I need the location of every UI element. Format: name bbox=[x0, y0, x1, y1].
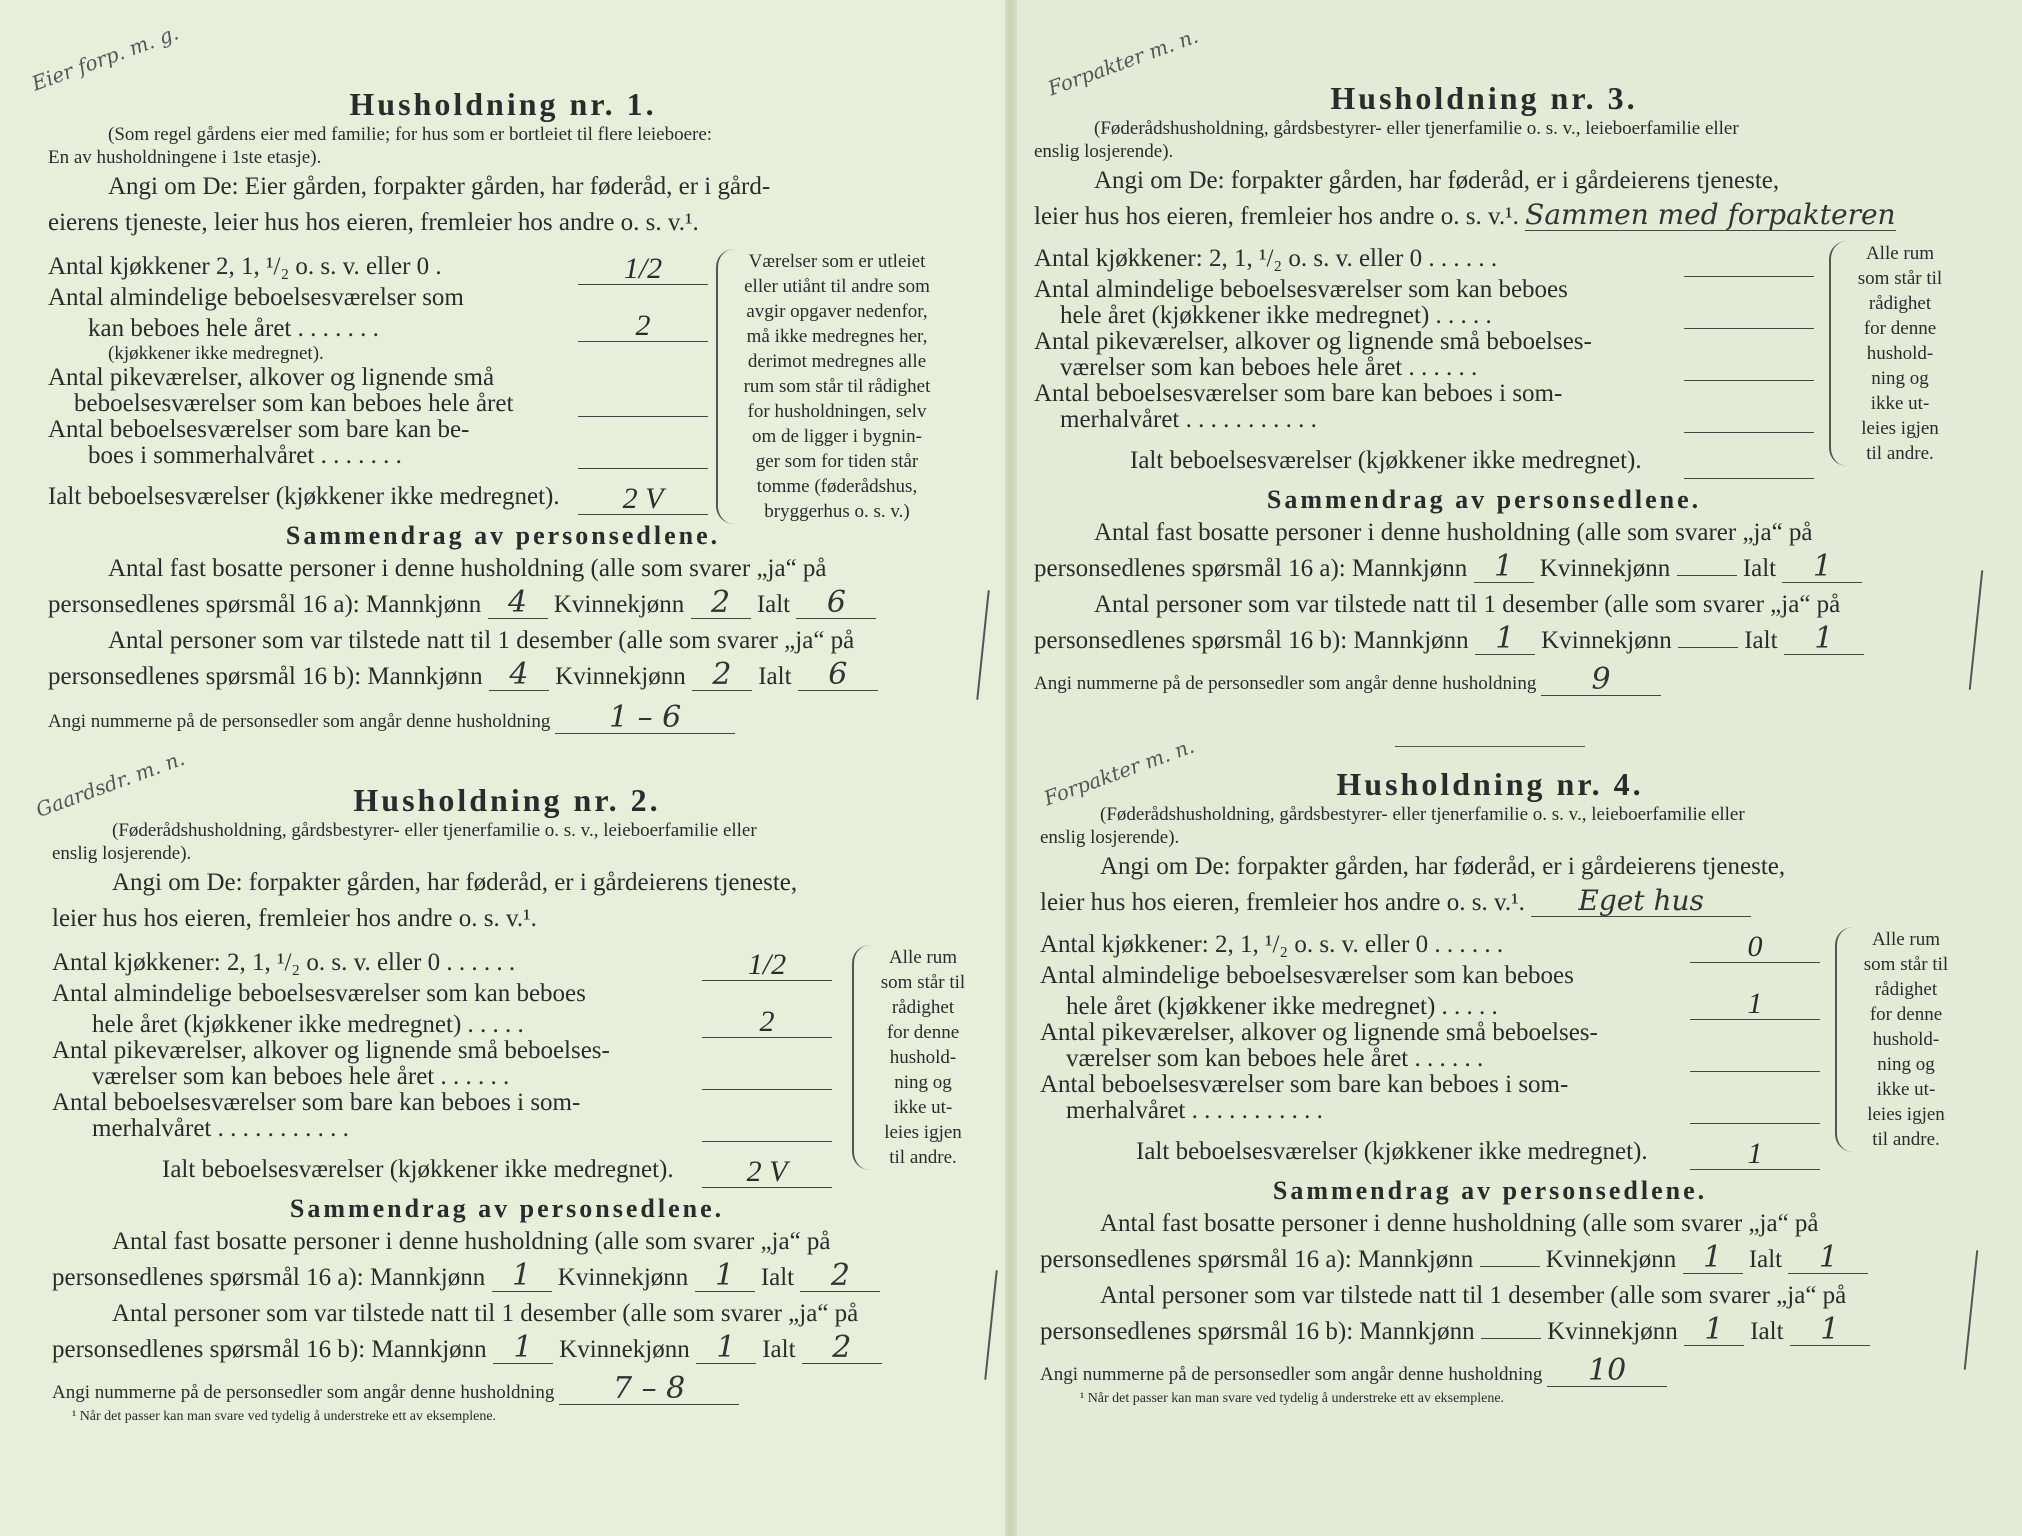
h4-male-b bbox=[1481, 1338, 1541, 1339]
h1-total-value: 2 V bbox=[578, 484, 708, 515]
h3-rooms-value bbox=[1684, 328, 1814, 329]
h4-maid-label-a: Antal pikeværelser, alkover og lignende små beboelses- bbox=[1040, 1019, 1598, 1046]
h4-brace-line: som står til bbox=[1863, 954, 1949, 975]
h3-total-value bbox=[1684, 478, 1814, 479]
h2-male-b: 1 bbox=[493, 1333, 553, 1364]
h2-kv-a: Kvinnekjønn bbox=[557, 1264, 689, 1291]
h4-maid-label-b: værelser som kan beboes hele året . . . . . . bbox=[1066, 1045, 1484, 1072]
household-1-angi-2: eierens tjeneste, leier hus hos eieren, fremleier hos andre o. s. v.¹. bbox=[48, 209, 699, 236]
h1-ialt-b: Ialt bbox=[758, 663, 792, 690]
h3-summer-label-b: merhalvåret . . . . . . . . . . . bbox=[1060, 406, 1317, 433]
h1-brace-line: Værelser som er utleiet bbox=[748, 251, 926, 272]
household-1 bbox=[28, 20, 958, 735]
h1-kv-b: Kvinnekjønn bbox=[555, 663, 686, 690]
h1-num-value: 1 – 6 bbox=[555, 703, 735, 734]
h4-brace-line: til andre. bbox=[1872, 1129, 1940, 1150]
h4-kv-b: Kvinnekjønn bbox=[1547, 1318, 1678, 1345]
household-3-angi-2: leier hus hos eieren, fremleier hos andre o. s. v.¹. bbox=[1034, 203, 1519, 230]
h4-male-a bbox=[1480, 1266, 1540, 1267]
h1-brace-line: tomme (føderådshus, bbox=[756, 476, 918, 497]
h3-brace-line: som står til bbox=[1857, 268, 1943, 289]
h1-brace-line: må ikke medregnes her, bbox=[746, 326, 928, 347]
h2-brace-line: ikke ut- bbox=[893, 1097, 953, 1118]
h4-summer-label-b: merhalvåret . . . . . . . . . . . bbox=[1066, 1097, 1323, 1124]
h1-total-b: 6 bbox=[798, 660, 878, 691]
household-4-summary-title: Sammendrag av personsedlene. bbox=[1272, 1176, 1708, 1205]
h4-s2: personsedlenes spørsmål 16 a): Mannkjønn bbox=[1040, 1246, 1474, 1273]
h4-rooms-value: 1 bbox=[1690, 989, 1820, 1020]
h3-s3: Antal personer som var tilstede natt til 1 desember (alle som svarer „ja“ på bbox=[1094, 591, 1841, 618]
h1-summer-value bbox=[578, 468, 708, 469]
separator-h3-h4 bbox=[1395, 746, 1585, 747]
h1-total-label: Ialt beboelsesværelser (kjøkkener ikke medregnet). bbox=[48, 483, 560, 510]
h3-kitchens-value bbox=[1684, 276, 1814, 277]
household-3-summary-title: Sammendrag av personsedlene. bbox=[1266, 485, 1702, 514]
household-2-note-1: (Føderådshusholdning, gårdsbestyrer- eller tjenerfamilie o. s. v., leieboerfamilie eller bbox=[112, 820, 757, 841]
household-1-rooms bbox=[48, 249, 931, 522]
household-3-angi-1: Angi om De: forpakter gården, har føderåd, er i gårdeierens tjeneste, bbox=[1094, 167, 1780, 194]
h4-num-value: 10 bbox=[1547, 1356, 1667, 1387]
margin-note-h2: Gaardsdr. m. n. bbox=[32, 746, 188, 822]
h2-total-label: Ialt beboelsesværelser (kjøkkener ikke medregnet). bbox=[162, 1156, 674, 1183]
h1-rooms-value: 2 bbox=[578, 311, 708, 342]
h4-brace-line: rådighet bbox=[1874, 979, 1938, 1000]
h4-brace-line: leies igjen bbox=[1867, 1104, 1945, 1125]
h1-brace-line: ger som for tiden står bbox=[755, 451, 919, 472]
h1-brace-line: avgir opgaver nedenfor, bbox=[746, 301, 928, 322]
h4-summer-value bbox=[1690, 1123, 1820, 1124]
h4-brace-line: ning og bbox=[1877, 1054, 1935, 1075]
h2-brace-line: for denne bbox=[886, 1022, 960, 1043]
h2-summer-label-b: merhalvåret . . . . . . . . . . . bbox=[92, 1115, 349, 1142]
h2-brace-line: rådighet bbox=[891, 997, 955, 1018]
h4-kitchens-value: 0 bbox=[1690, 932, 1820, 963]
h3-s4: personsedlenes spørsmål 16 b): Mannkjønn bbox=[1034, 627, 1469, 654]
h3-female-b bbox=[1678, 647, 1738, 648]
h3-ialt-a: Ialt bbox=[1742, 555, 1777, 582]
h4-brace-line: ikke ut- bbox=[1876, 1079, 1936, 1100]
h3-total-label: Ialt beboelsesværelser (kjøkkener ikke medregnet). bbox=[1130, 447, 1642, 474]
h3-maid-label-b: værelser som kan beboes hele året . . . . . . bbox=[1060, 354, 1478, 381]
h3-brace-line: ning og bbox=[1871, 368, 1929, 389]
h3-num-value: 9 bbox=[1541, 665, 1661, 696]
h1-s3: Antal personer som var tilstede natt til 1 desember (alle som svarer „ja“ på bbox=[108, 627, 855, 654]
margin-note-h4: Forpakter m. n. bbox=[1040, 733, 1198, 811]
h2-maid-label-a: Antal pikeværelser, alkover og lignende små beboelses- bbox=[52, 1037, 610, 1064]
h1-maid-label-a: Antal pikeværelser, alkover og lignende små bbox=[48, 364, 495, 391]
h2-summer-label-a: Antal beboelsesværelser som bare kan beboes i som- bbox=[52, 1089, 581, 1116]
h3-brace-line: ikke ut- bbox=[1870, 393, 1930, 414]
h4-s4: personsedlenes spørsmål 16 b): Mannkjønn bbox=[1040, 1318, 1475, 1345]
h1-summer-label-b: boes i sommerhalvåret . . . . . . . bbox=[88, 442, 402, 469]
h2-kv-b: Kvinnekjønn bbox=[559, 1336, 690, 1363]
h2-brace-line: Alle rum bbox=[888, 947, 958, 968]
household-2-angi-1: Angi om De: forpakter gården, har føderåd, er i gårdeierens tjeneste, bbox=[112, 869, 798, 896]
h1-maid-value bbox=[578, 416, 708, 417]
h2-brace-line: leies igjen bbox=[884, 1122, 962, 1143]
h3-female-a bbox=[1677, 575, 1737, 576]
h4-footnote: ¹ Når det passer kan man svare ved tydelig å understreke ett av eksemplene. bbox=[1080, 1391, 1505, 1406]
h4-kitchens-label: Antal kjøkkener: 2, 1, ¹/₂ o. s. v. eller 0 . . . . . . bbox=[1040, 931, 1504, 958]
h3-summer-label-a: Antal beboelsesværelser som bare kan beboes i som- bbox=[1034, 380, 1563, 407]
h1-summer-label-a: Antal beboelsesværelser som bare kan be- bbox=[48, 416, 470, 443]
household-2-angi-2: leier hus hos eieren, fremleier hos andre o. s. v.¹. bbox=[52, 905, 537, 932]
h1-s1: Antal fast bosatte personer i denne husholdning (alle som svarer „ja“ på bbox=[108, 555, 827, 582]
household-4-angi-2: leier hus hos eieren, fremleier hos andre o. s. v.¹. bbox=[1040, 889, 1525, 916]
h2-brace-line: hushold- bbox=[889, 1047, 957, 1068]
h3-kv-a: Kvinnekjønn bbox=[1539, 555, 1671, 582]
h3-rooms-label-b: hele året (kjøkkener ikke medregnet) . . . . . bbox=[1060, 302, 1492, 329]
h1-brace-note bbox=[716, 249, 942, 524]
h4-rooms-label-b: hele året (kjøkkener ikke medregnet) . . . . . bbox=[1066, 993, 1498, 1020]
h2-rooms-label-b: hele året (kjøkkener ikke medregnet) . . . . . bbox=[92, 1011, 524, 1038]
h4-female-a: 1 bbox=[1683, 1243, 1743, 1274]
h3-total-a: 1 bbox=[1782, 552, 1862, 583]
h3-s1: Antal fast bosatte personer i denne husholdning (alle som svarer „ja“ på bbox=[1094, 519, 1813, 546]
h4-total-label: Ialt beboelsesværelser (kjøkkener ikke medregnet). bbox=[1136, 1138, 1648, 1165]
household-2 bbox=[32, 746, 966, 1425]
h4-s1: Antal fast bosatte personer i denne husholdning (alle som svarer „ja“ på bbox=[1100, 1210, 1819, 1237]
h2-brace-line: ning og bbox=[894, 1072, 952, 1093]
h4-kv-a: Kvinnekjønn bbox=[1545, 1246, 1677, 1273]
h3-angi-value: Sammen med forpakteren bbox=[1525, 198, 1896, 231]
household-4-angi-1: Angi om De: forpakter gården, har føderåd, er i gårdeierens tjeneste, bbox=[1100, 853, 1786, 880]
h3-kitchens-label: Antal kjøkkener: 2, 1, ¹/₂ o. s. v. eller 0 . . . . . . bbox=[1034, 245, 1498, 272]
margin-note-h1: Eier forp. m. g. bbox=[28, 20, 182, 96]
h2-total-value: 2 V bbox=[702, 1157, 832, 1188]
h1-brace-line: rum som står til rådighet bbox=[743, 376, 931, 397]
h4-total-value: 1 bbox=[1690, 1139, 1820, 1170]
household-3-title: Husholdning nr. 3. bbox=[1330, 80, 1638, 116]
h1-brace-line: om de ligger i bygnin- bbox=[752, 426, 922, 447]
h3-maid-label-a: Antal pikeværelser, alkover og lignende små beboelses- bbox=[1034, 328, 1592, 355]
h3-brace-line: til andre. bbox=[1866, 443, 1934, 464]
h3-brace-line: Alle rum bbox=[1865, 243, 1935, 264]
h2-total-b: 2 bbox=[802, 1333, 882, 1364]
h2-brace-line: som står til bbox=[880, 972, 966, 993]
household-1-note-2: En av husholdningene i 1ste etasje). bbox=[48, 147, 322, 168]
h1-male-b: 4 bbox=[489, 660, 549, 691]
h4-num-label: Angi nummerne på de personsedler som angår denne husholdning bbox=[1040, 1364, 1543, 1385]
h2-rooms-value: 2 bbox=[702, 1007, 832, 1038]
h4-total-a: 1 bbox=[1788, 1243, 1868, 1274]
h2-rooms-label-a: Antal almindelige beboelsesværelser som kan beboes bbox=[52, 980, 586, 1007]
h3-ialt-b: Ialt bbox=[1744, 627, 1778, 654]
h3-total-b: 1 bbox=[1784, 624, 1864, 655]
household-4-note-1: (Føderådshusholdning, gårdsbestyrer- eller tjenerfamilie o. s. v., leieboerfamilie eller bbox=[1100, 804, 1745, 825]
h2-maid-label-b: værelser som kan beboes hele året . . . . . . bbox=[92, 1063, 510, 1090]
h4-total-b: 1 bbox=[1790, 1315, 1870, 1346]
h1-s4: personsedlenes spørsmål 16 b): Mannkjønn bbox=[48, 663, 483, 690]
h2-summer-value bbox=[702, 1141, 832, 1142]
h1-kv-a: Kvinnekjønn bbox=[553, 591, 685, 618]
h4-brace-note bbox=[1835, 927, 1961, 1152]
h3-brace-line: leies igjen bbox=[1861, 418, 1939, 439]
h2-num-value: 7 – 8 bbox=[559, 1374, 739, 1405]
h2-footnote: ¹ Når det passer kan man svare ved tydelig å understreke ett av eksemplene. bbox=[72, 1409, 497, 1424]
h4-brace-line: for denne bbox=[1869, 1004, 1943, 1025]
h3-male-a: 1 bbox=[1474, 552, 1534, 583]
household-3-note-2: enslig losjerende). bbox=[1034, 141, 1174, 162]
household-4-note-2: enslig losjerende). bbox=[1040, 827, 1180, 848]
h2-s4: personsedlenes spørsmål 16 b): Mannkjønn bbox=[52, 1336, 487, 1363]
h2-s2: personsedlenes spørsmål 16 a): Mannkjønn bbox=[52, 1264, 486, 1291]
h4-summer-label-a: Antal beboelsesværelser som bare kan beboes i som- bbox=[1040, 1071, 1569, 1098]
h4-s3: Antal personer som var tilstede natt til 1 desember (alle som svarer „ja“ på bbox=[1100, 1282, 1847, 1309]
h2-num-label: Angi nummerne på de personsedler som angår denne husholdning bbox=[52, 1382, 555, 1403]
household-4-title: Husholdning nr. 4. bbox=[1336, 766, 1644, 802]
h1-rooms-label-c: (kjøkkener ikke medregnet). bbox=[108, 343, 324, 364]
h1-total-a: 6 bbox=[796, 588, 876, 619]
h3-brace-line: for denne bbox=[1863, 318, 1937, 339]
page-gutter bbox=[1005, 0, 1017, 1536]
household-3-note-1: (Føderådshusholdning, gårdsbestyrer- eller tjenerfamilie o. s. v., leieboerfamilie eller bbox=[1094, 118, 1739, 139]
h3-kv-b: Kvinnekjønn bbox=[1541, 627, 1672, 654]
household-1-angi-1: Angi om De: Eier gården, forpakter gården, har føderåd, er i gård- bbox=[108, 173, 771, 200]
h3-rooms-label-a: Antal almindelige beboelsesværelser som kan beboes bbox=[1034, 276, 1568, 303]
h1-ialt-a: Ialt bbox=[756, 591, 791, 618]
household-4 bbox=[1040, 733, 1949, 1407]
h1-rooms-label-a: Antal almindelige beboelsesværelser som bbox=[48, 284, 464, 311]
h2-total-a: 2 bbox=[800, 1261, 880, 1292]
h4-ialt-a: Ialt bbox=[1748, 1246, 1783, 1273]
household-1-summary-title: Sammendrag av personsedlene. bbox=[285, 521, 721, 550]
h2-ialt-b: Ialt bbox=[762, 1336, 796, 1363]
h4-rooms-label-a: Antal almindelige beboelsesværelser som kan beboes bbox=[1040, 962, 1574, 989]
h1-brace-line: for husholdningen, selv bbox=[747, 401, 927, 422]
h3-summer-value bbox=[1684, 432, 1814, 433]
h2-maid-value bbox=[702, 1089, 832, 1090]
h2-ialt-a: Ialt bbox=[760, 1264, 795, 1291]
h1-brace-line: derimot medregnes alle bbox=[747, 351, 927, 372]
h3-brace-note bbox=[1829, 241, 1955, 466]
h1-s2: personsedlenes spørsmål 16 a): Mannkjønn bbox=[48, 591, 482, 618]
household-2-note-2: enslig losjerende). bbox=[52, 843, 192, 864]
h4-female-b: 1 bbox=[1684, 1315, 1744, 1346]
h3-s2: personsedlenes spørsmål 16 a): Mannkjønn bbox=[1034, 555, 1468, 582]
h1-male-a: 4 bbox=[488, 588, 548, 619]
h3-male-b: 1 bbox=[1475, 624, 1535, 655]
household-2-title: Husholdning nr. 2. bbox=[353, 782, 661, 818]
h4-brace-line: hushold- bbox=[1872, 1029, 1940, 1050]
h1-kitchens-value: 1/2 bbox=[578, 254, 708, 285]
h2-s1: Antal fast bosatte personer i denne husholdning (alle som svarer „ja“ på bbox=[112, 1228, 831, 1255]
h4-maid-value bbox=[1690, 1071, 1820, 1072]
household-2-rooms bbox=[52, 945, 966, 1188]
h3-maid-value bbox=[1684, 380, 1814, 381]
household-4-rooms bbox=[1040, 927, 1949, 1170]
h2-female-b: 1 bbox=[696, 1333, 756, 1364]
h1-brace-line: eller utiånt til andre som bbox=[744, 276, 930, 297]
h1-maid-label-b: beboelsesværelser som kan beboes hele året bbox=[74, 390, 514, 417]
household-2-summary-title: Sammendrag av personsedlene. bbox=[289, 1194, 725, 1223]
h4-brace-line: Alle rum bbox=[1871, 929, 1941, 950]
h2-female-a: 1 bbox=[695, 1261, 755, 1292]
margin-note-h3: Forpakter m. n. bbox=[1044, 23, 1202, 101]
h4-angi-value: Eget hus bbox=[1531, 886, 1751, 917]
h1-brace-line: bryggerhus o. s. v.) bbox=[764, 501, 910, 522]
h1-num-label: Angi nummerne på de personsedler som angår denne husholdning bbox=[48, 711, 551, 732]
h2-kitchens-label: Antal kjøkkener: 2, 1, ¹/₂ o. s. v. eller 0 . . . . . . bbox=[52, 949, 516, 976]
h2-brace-line: til andre. bbox=[889, 1147, 957, 1168]
h3-brace-line: rådighet bbox=[1868, 293, 1932, 314]
h3-brace-line: hushold- bbox=[1866, 343, 1934, 364]
h2-brace-note bbox=[852, 945, 978, 1170]
h2-male-a: 1 bbox=[492, 1261, 552, 1292]
h2-kitchens-value: 1/2 bbox=[702, 950, 832, 981]
h1-female-a: 2 bbox=[691, 588, 751, 619]
household-3 bbox=[1034, 23, 1943, 697]
h3-num-label: Angi nummerne på de personsedler som angår denne husholdning bbox=[1034, 673, 1537, 694]
h2-s3: Antal personer som var tilstede natt til 1 desember (alle som svarer „ja“ på bbox=[112, 1300, 859, 1327]
household-1-title: Husholdning nr. 1. bbox=[349, 86, 657, 122]
h1-rooms-label-b: kan beboes hele året . . . . . . . bbox=[88, 315, 379, 342]
h4-ialt-b: Ialt bbox=[1750, 1318, 1784, 1345]
h1-female-b: 2 bbox=[692, 660, 752, 691]
h1-kitchens-label: Antal kjøkkener 2, 1, ¹/₂ o. s. v. eller 0 . bbox=[48, 253, 442, 280]
household-3-rooms bbox=[1034, 241, 1943, 479]
household-1-note-1: (Som regel gårdens eier med familie; for hus som er bortleiet til flere leieboere: bbox=[108, 124, 713, 145]
